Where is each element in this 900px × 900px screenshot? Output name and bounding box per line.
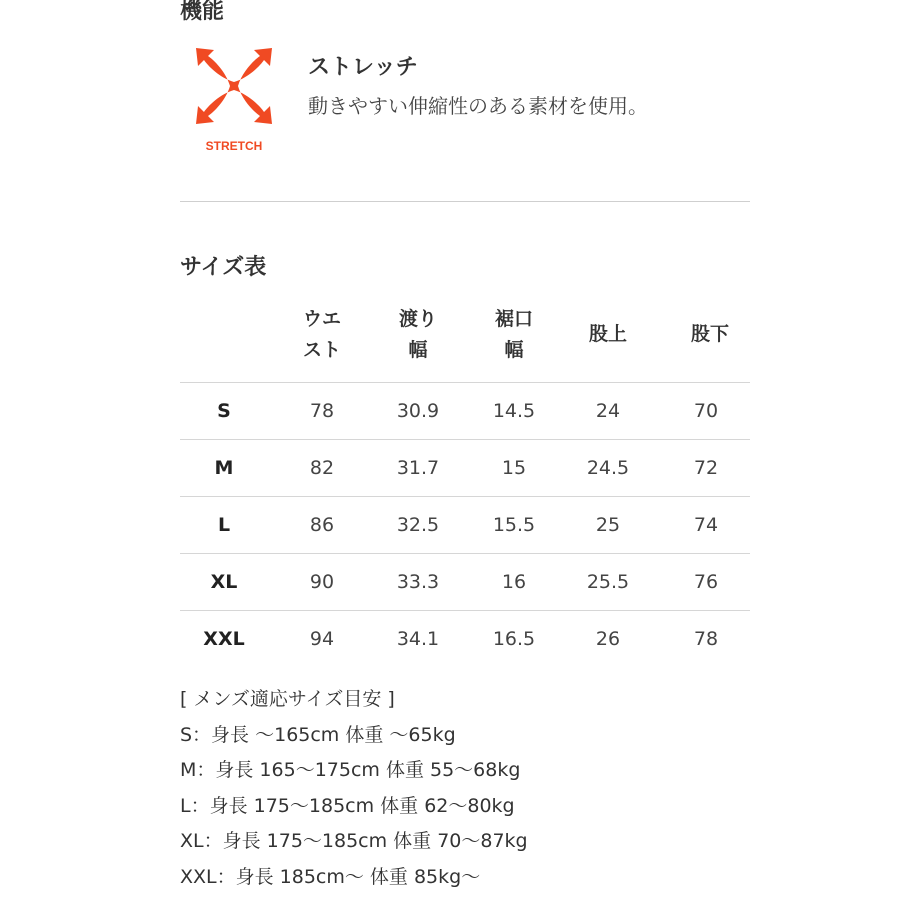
feature-name: ストレッチ	[308, 55, 418, 80]
function-section-title: 機能	[180, 0, 225, 24]
table-cell: 33.3	[396, 571, 440, 593]
table-cell: 70	[693, 400, 719, 422]
guide-line: M：身長 165～175cm 体重 55～68kg	[180, 759, 521, 782]
table-cell: 16	[501, 571, 527, 593]
table-cell: 94	[309, 628, 335, 650]
size-label: L	[217, 514, 231, 536]
guide-line: XL：身長 175～185cm 体重 70～87kg	[180, 830, 528, 853]
table-cell: 26	[595, 628, 621, 650]
size-label: S	[217, 400, 231, 422]
table-row	[180, 553, 750, 610]
feature-description: 動きやすい伸縮性のある素材を使用。	[308, 94, 648, 118]
table-row	[180, 496, 750, 553]
table-row	[180, 610, 750, 667]
table-cell: 24	[595, 400, 621, 422]
guide-line: L：身長 175～185cm 体重 62～80kg	[180, 794, 515, 817]
table-cell: 90	[309, 571, 335, 593]
size-table	[180, 300, 750, 667]
table-cell: 74	[693, 514, 719, 536]
table-cell: 31.7	[396, 457, 440, 479]
section-divider	[180, 201, 750, 202]
guide-title: [ メンズ適応サイズ目安 ]	[180, 688, 395, 710]
table-cell: 15	[501, 457, 527, 479]
size-label: XL	[210, 571, 238, 593]
table-row	[180, 439, 750, 496]
table-cell: 76	[693, 571, 719, 593]
size-label: XXL	[203, 628, 245, 650]
size-table-title: サイズ表	[180, 255, 267, 280]
column-header-rise: 股上	[588, 323, 628, 345]
table-cell: 86	[309, 514, 335, 536]
column-header-waist: ウエ スト	[302, 308, 342, 361]
mens-size-guide	[180, 682, 528, 896]
guide-line: S：身長 ～165cm 体重 ～65kg	[180, 723, 456, 746]
table-cell: 82	[309, 457, 335, 479]
table-cell: 15.5	[492, 514, 536, 536]
stretch-icon-label: STRETCH	[205, 139, 263, 153]
table-cell: 34.1	[396, 628, 440, 650]
size-label: M	[214, 457, 234, 479]
table-cell: 78	[309, 400, 335, 422]
table-cell: 24.5	[586, 457, 630, 479]
stretch-icon	[186, 38, 282, 156]
table-cell: 32.5	[396, 514, 440, 536]
table-cell: 14.5	[492, 400, 536, 422]
stretch-arrows-shape	[196, 48, 272, 124]
table-cell: 78	[693, 628, 719, 650]
column-header-inseam: 股下	[690, 323, 730, 345]
table-cell: 30.9	[396, 400, 440, 422]
table-cell: 25	[595, 514, 621, 536]
column-header-thigh-width: 渡り 幅	[398, 308, 438, 361]
table-cell: 72	[693, 457, 719, 479]
column-header-hem-width: 裾口 幅	[494, 308, 534, 361]
table-cell: 16.5	[492, 628, 536, 650]
guide-line: XXL：身長 185cm～ 体重 85kg～	[180, 865, 481, 888]
size-table-header	[180, 300, 750, 382]
table-row	[180, 382, 750, 439]
table-cell: 25.5	[586, 571, 630, 593]
